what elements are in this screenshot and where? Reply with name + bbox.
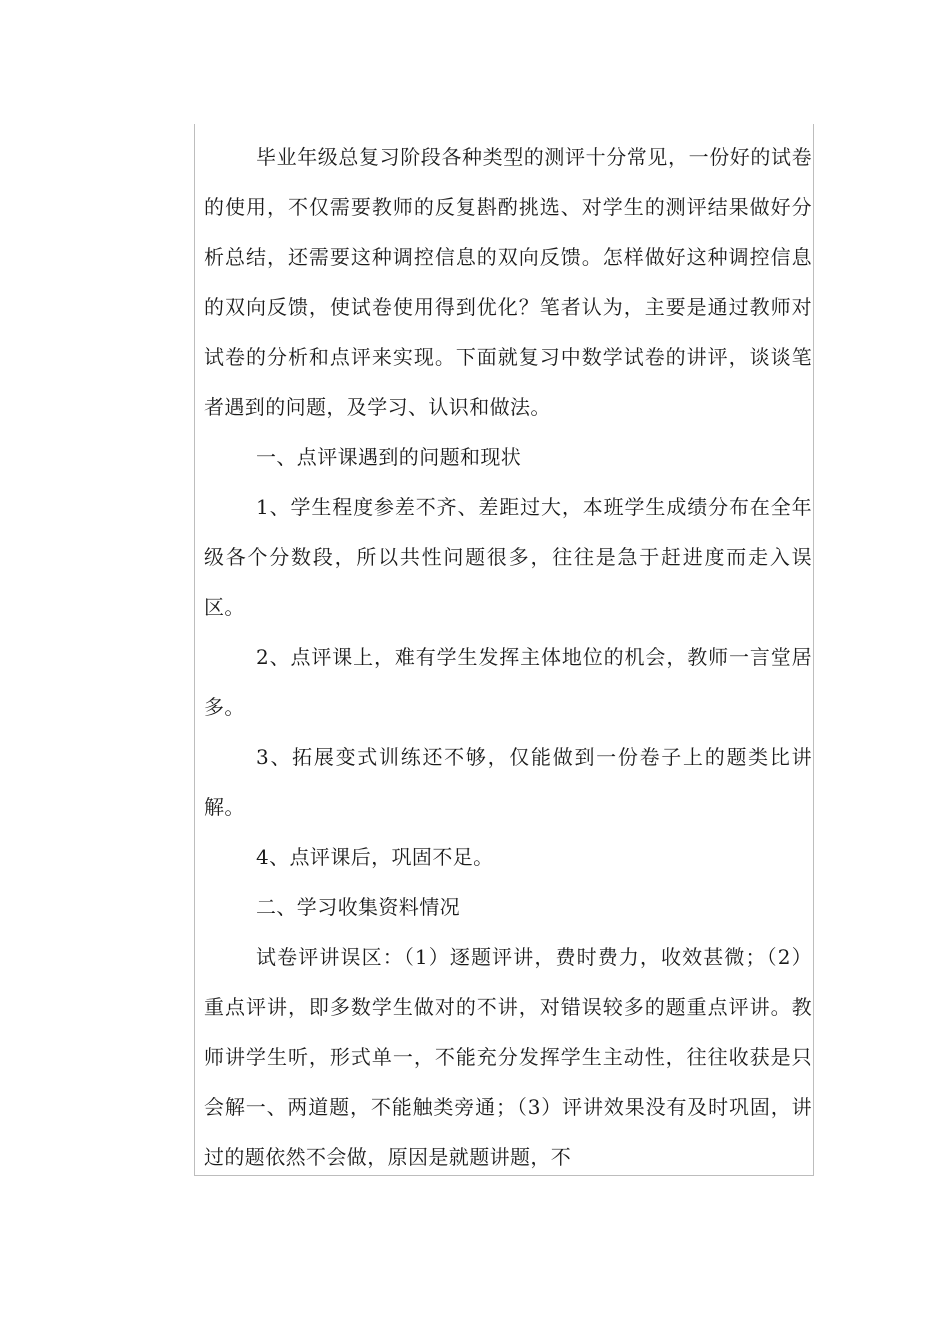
problem-item-4: 4、点评课后，巩固不足。 bbox=[256, 845, 494, 869]
intro-paragraph: 毕业年级总复习阶段各种类型的测评十分常见，一份好的试卷的使用，不仅需要教师的反复斟酌挑选、对学生的测评结果做好分析总结，还需要这种调控信息的双向反馈。怎样做好这种调控信息的双向反馈，使试卷使用得到优化？笔者认为，主要是通过教师对试卷的分析和点评来实现。下面就复习中数学试卷的讲评，谈谈笔者遇到的问题，及学习、认识和做法。 bbox=[204, 145, 812, 419]
problem-item-2: 2、点评课上，难有学生发挥主体地位的机会，教师一言堂居多。 bbox=[204, 645, 812, 719]
document-body bbox=[204, 132, 812, 1182]
section-heading-research: 二、学习收集资料情况 bbox=[256, 895, 460, 919]
problem-item-1: 1、学生程度参差不齐、差距过大，本班学生成绩分布在全年级各个分数段，所以共性问题很多，往往是急于赶进度而走入误区。 bbox=[204, 495, 812, 619]
problem-item-3: 3、拓展变式训练还不够，仅能做到一份卷子上的题类比讲解。 bbox=[204, 745, 812, 819]
research-paragraph: 试卷评讲误区：（1）逐题评讲，费时费力，收效甚微；（2）重点评讲，即多数学生做对的不讲，对错误较多的题重点评讲。教师讲学生听，形式单一，不能充分发挥学生主动性，往往收获是只会解一、两道题，不能触类旁通；（3）评讲效果没有及时巩固，讲过的题依然不会做，原因是就题讲题，不 bbox=[204, 945, 812, 1169]
section-heading-problems: 一、点评课遇到的问题和现状 bbox=[256, 445, 522, 469]
